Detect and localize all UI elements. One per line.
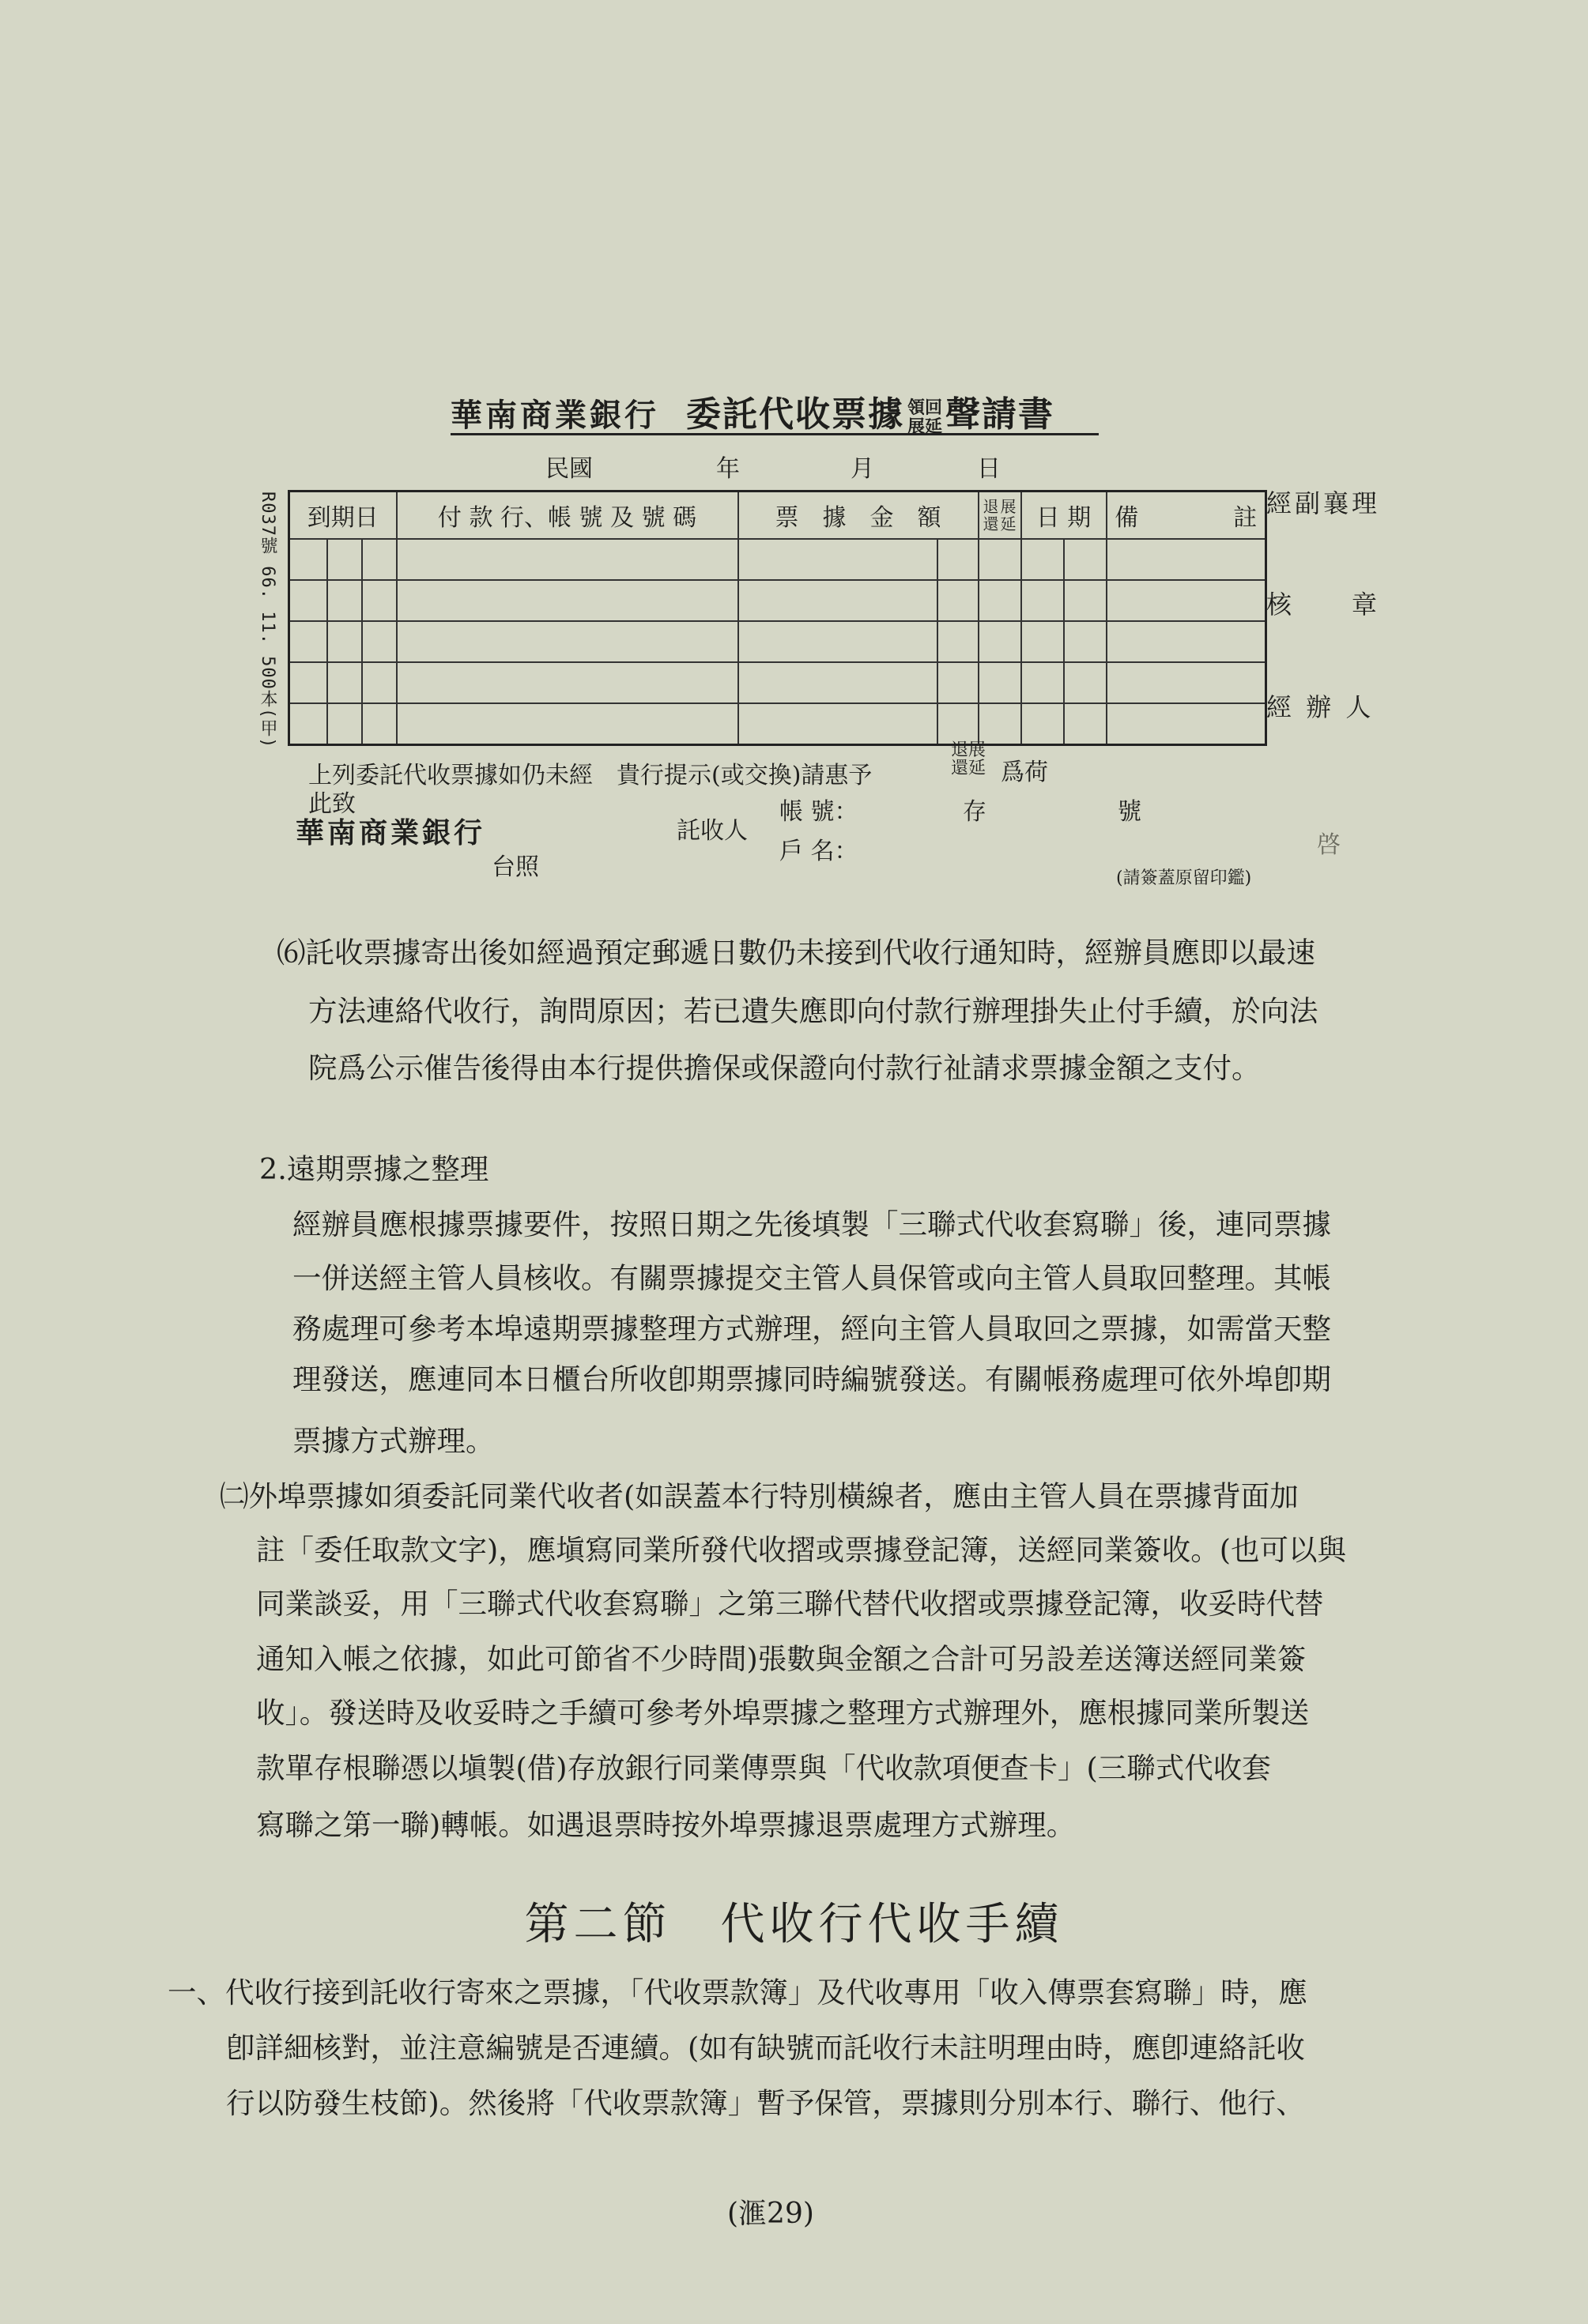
form-serial-number: R037號 66. 11. 500本(甲) bbox=[258, 492, 277, 749]
form-title-suffix: 聲請書 bbox=[945, 394, 1054, 435]
side-label-manager: 經副襄理 bbox=[1266, 488, 1381, 518]
form-title-underline bbox=[451, 433, 1099, 435]
section-2-line-5: 票據方式辦理。 bbox=[292, 1424, 495, 1458]
form-title bbox=[451, 386, 1054, 436]
section-2-line-3: 務處理可參考本埠遠期票據整理方式辦理，經向主管人員取回之票據，如需當天整 bbox=[292, 1312, 1331, 1346]
para-1-line-2: 卽詳細核對，並注意編號是否連續。(如有缺號而託收行未註明理由時，應卽連絡託收 bbox=[226, 2031, 1305, 2065]
form-footer-number: 號 bbox=[1118, 798, 1141, 826]
date-year: 年 bbox=[716, 455, 740, 483]
para-6-line-1: ⑹託收票據寄出後如經過預定郵遞日數仍未接到代收行通知時，經辦員應即以最速 bbox=[277, 936, 1315, 970]
table-row bbox=[289, 662, 1266, 703]
table-row bbox=[289, 539, 1266, 580]
page-number: (滙29) bbox=[727, 2198, 814, 2230]
form-footer-stack: 退還展延 bbox=[951, 740, 986, 778]
para-1-line-1: 一、代收行接到託收行寄來之票據，「代收票款簿」及代收專用「收入傳票套寫聯」時，應 bbox=[168, 1976, 1307, 2009]
para-6-line-3: 院爲公示催告後得由本行提供擔保或保證向付款行祉請求票據金額之支付。 bbox=[308, 1051, 1261, 1085]
header-return: 退還展延 bbox=[979, 492, 1021, 540]
header-date: 日 期 bbox=[1021, 492, 1107, 540]
form-footer-salutation: 台照 bbox=[492, 853, 539, 881]
date-month: 月 bbox=[851, 455, 874, 483]
form-footer-name: 戶 名： bbox=[779, 838, 858, 865]
form-footer-seal-note: (請簽蓋原留印鑑) bbox=[1116, 868, 1252, 888]
form-footer-deposit: 存 bbox=[963, 798, 986, 826]
section-2-title: 2.遠期票據之整理 bbox=[259, 1152, 489, 1186]
section-2-line-2: 一併送經主管人員核收。有關票據提交主管人員保管或向主管人員取回整理。其帳 bbox=[292, 1261, 1331, 1295]
side-label-clerk: 經 辦 人 bbox=[1266, 692, 1375, 722]
header-payer: 付 款 行、帳 號 及 號 碼 bbox=[397, 492, 738, 540]
para-2-line-1: ㈡外埠票據如須委託同業代收者(如誤蓋本行特別橫線者，應由主管人員在票據背面加 bbox=[220, 1479, 1299, 1513]
form-title-main: 委託代收票據 bbox=[686, 394, 904, 435]
para-2-line-2: 註「委任取款文字)，應塡寫同業所發代收摺或票據登記簿，送經同業簽收。(也可以與 bbox=[256, 1533, 1346, 1567]
table-header-row bbox=[289, 492, 1266, 540]
form-footer-qi: 啓 bbox=[1317, 831, 1341, 859]
section-2-line-1: 經辦員應根據票據要件，按照日期之先後填製「三聯式代收套寫聯」後，連同票據 bbox=[292, 1207, 1331, 1241]
table-row bbox=[289, 703, 1266, 745]
header-amount: 票 據 金 額 bbox=[738, 492, 979, 540]
section-heading: 第二節 代收行代收手續 bbox=[524, 1899, 1064, 1950]
table-row bbox=[289, 621, 1266, 662]
side-label-seal: 核 章 bbox=[1266, 589, 1381, 620]
header-remarks: 備 註 bbox=[1107, 492, 1266, 540]
form-footer-zhizhi: 此致 bbox=[308, 790, 356, 818]
form-footer-bank: 華南商業銀行 bbox=[296, 817, 486, 849]
para-2-line-5: 收」。發送時及收妥時之手續可參考外埠票據之整理方式辦理外，應根據同業所製送 bbox=[256, 1696, 1310, 1730]
form-title-bank: 華南商業銀行 bbox=[451, 397, 659, 434]
para-6-line-2: 方法連絡代收行，詢問原因；若已遺失應即向付款行辦理掛失止付手續，於向法 bbox=[308, 994, 1318, 1028]
form-title-stack: 領展回延 bbox=[907, 397, 945, 437]
form-footer-request: 上列委託代收票據如仍未經 貴行提示(或交換)請惠予 bbox=[308, 762, 873, 789]
table-row bbox=[289, 580, 1266, 621]
form-footer-end: 爲荷 bbox=[1001, 759, 1048, 786]
form-footer-account: 帳 號： bbox=[779, 798, 858, 826]
para-1-line-3: 行以防發生枝節)。然後將「代收票款簿」暫予保管，票據則分別本行、聯行、他行、 bbox=[226, 2086, 1305, 2120]
date-day: 日 bbox=[977, 455, 1001, 483]
date-prefix: 民國 bbox=[545, 455, 593, 483]
collection-form-table bbox=[288, 490, 1267, 746]
para-2-line-6: 款單存根聯憑以塡製(借)存放銀行同業傳票與「代收款項便查卡」(三聯式代收套 bbox=[256, 1751, 1271, 1785]
para-2-line-4: 通知入帳之依據，如此可節省不少時間)張數與金額之合計可另設差送簿送經同業簽 bbox=[256, 1642, 1307, 1676]
section-2-line-4: 理發送，應連同本日櫃台所收卽期票據同時編號發送。有關帳務處理可依外埠卽期 bbox=[292, 1362, 1331, 1396]
para-2-line-7: 寫聯之第一聯)轉帳。如遇退票時按外埠票據退票處理方式辦理。 bbox=[256, 1808, 1076, 1842]
header-due-date: 到期日 bbox=[289, 492, 397, 540]
para-2-line-3: 同業談妥，用「三聯式代收套寫聯」之第三聯代替代收摺或票據登記簿，收妥時代替 bbox=[256, 1587, 1324, 1621]
form-footer-principal: 託收人 bbox=[677, 817, 748, 845]
